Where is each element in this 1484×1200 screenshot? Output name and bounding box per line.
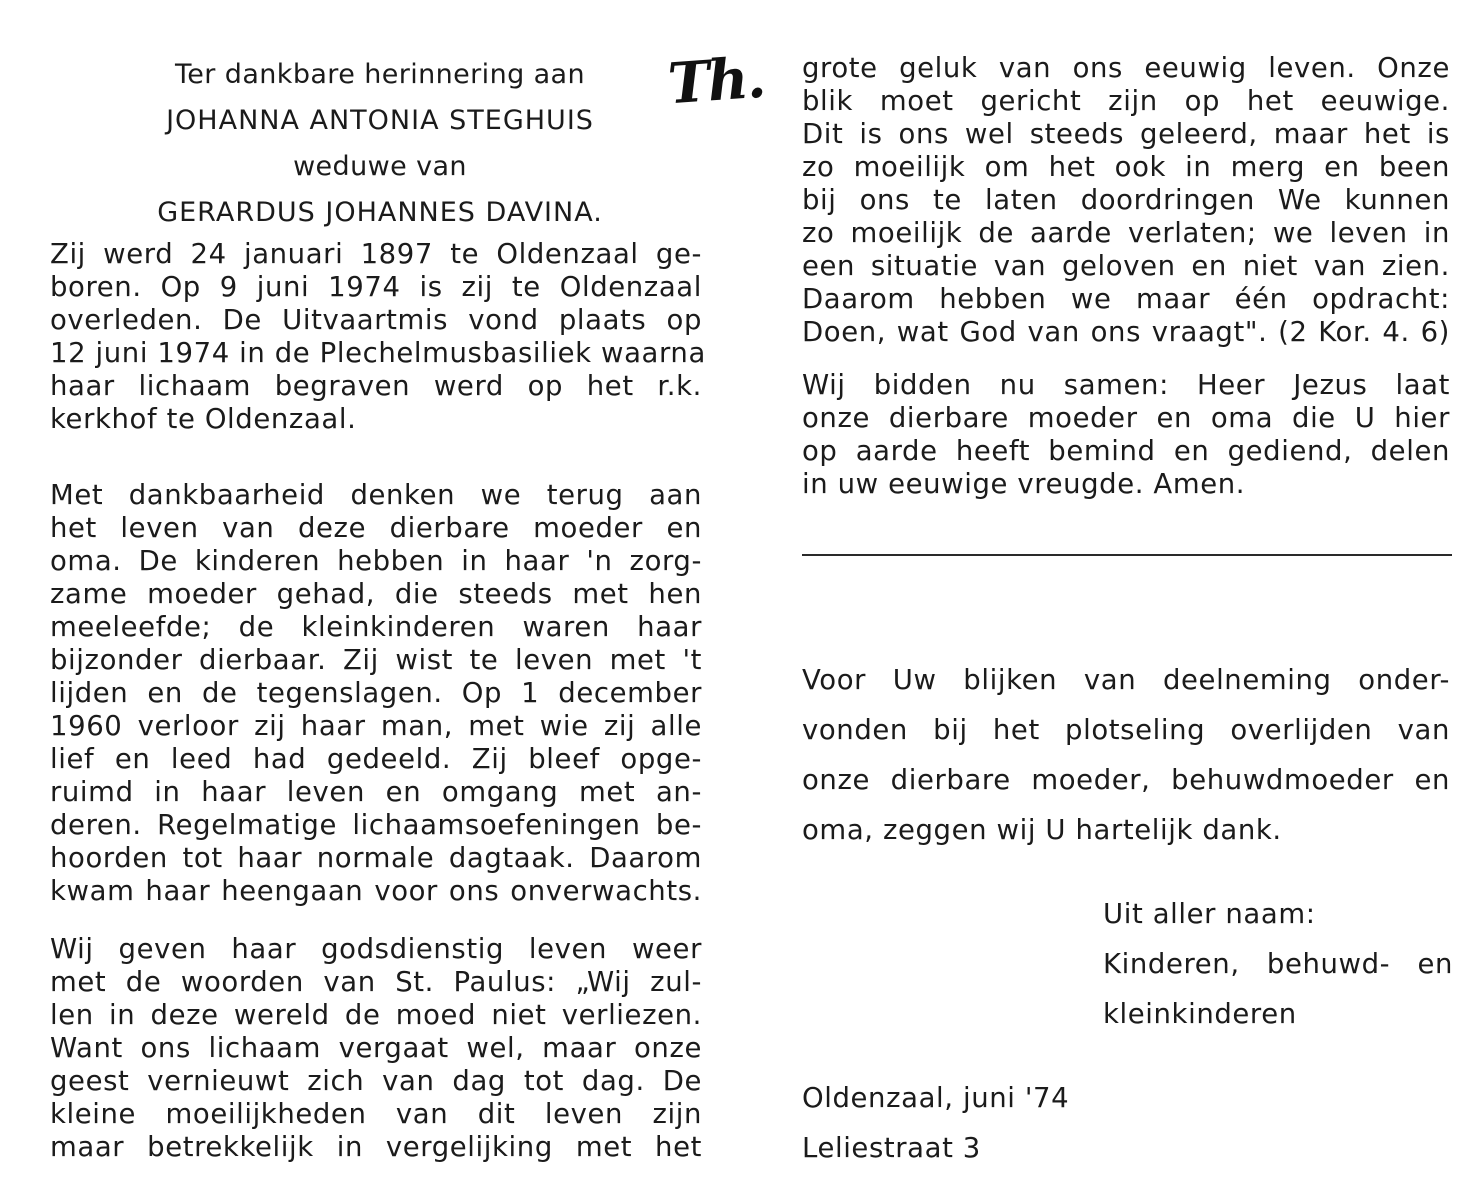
text-line: Dit is ons wel steeds geleerd, maar het is <box>802 118 1450 150</box>
text-line: in uw eeuwige vreugde. Amen. <box>802 468 1246 500</box>
memory-paragraph-2 <box>50 933 702 1164</box>
place-date-block <box>802 1073 1202 1173</box>
text-line: maar betrekkelijk in vergelijking met het <box>50 1131 702 1163</box>
text-line: lijden en de tegenslagen. Op 1 december <box>50 677 702 709</box>
signoff-block <box>1103 889 1453 1039</box>
text-line: bijzonder dierbaar. Zij wist te leven met 't <box>50 644 702 676</box>
text-line: hoorden tot haar normale dagtaak. Daarom <box>50 842 702 874</box>
text-line: ruimd in haar leven en omgang met an- <box>50 776 702 808</box>
heading-block <box>90 52 670 236</box>
signoff-line: Kinderen, behuwd- en <box>1103 948 1453 980</box>
thanks-paragraph <box>802 655 1450 855</box>
signoff-line: kleinkinderen <box>1103 998 1297 1030</box>
text-line: len in deze wereld de moed niet verliezen. <box>50 999 702 1031</box>
text-line: kleine moeilijkheden van dit leven zijn <box>50 1098 702 1130</box>
place-date: Oldenzaal, juni '74 <box>802 1082 1070 1114</box>
memory-paragraph-1 <box>50 479 702 908</box>
widow-of-label: weduwe van <box>293 151 467 182</box>
text-line: een situatie van geloven en niet van zien. <box>802 250 1450 282</box>
address: Leliestraat 3 <box>802 1132 981 1164</box>
text-line: Voor Uw blijken van deelneming onder- <box>802 664 1450 696</box>
text-line: kwam haar heengaan voor ons onverwachts. <box>50 875 702 907</box>
text-line: oma. De kinderen hebben in haar 'n zorg- <box>50 545 702 577</box>
text-line: overleden. De Uitvaartmis vond plaats op <box>50 304 702 336</box>
text-line: oma, zeggen wij U hartelijk dank. <box>802 814 1282 846</box>
heading-intro: Ter dankbare herinnering aan <box>174 59 586 90</box>
text-line: onze dierbare moeder en oma die U hier <box>802 402 1450 434</box>
text-line: lief en leed had gedeeld. Zij bleef opge- <box>50 743 702 775</box>
spouse-name: GERARDUS JOHANNES DAVINA. <box>157 197 603 228</box>
text-line: blik moet gericht zijn op het eeuwige. <box>802 85 1450 117</box>
text-line: zo moeilijk om het ook in merg en been <box>802 151 1450 183</box>
text-line: boren. Op 9 juni 1974 is zij te Oldenzaal <box>50 271 702 303</box>
text-line: deren. Regelmatige lichaamsoefeningen be- <box>50 809 702 841</box>
intro-paragraph <box>50 238 706 436</box>
text-line: Want ons lichaam vergaat wel, maar onze <box>50 1032 702 1064</box>
text-line: Daarom hebben we maar één opdracht: <box>802 283 1450 315</box>
text-line: Zij werd 24 januari 1897 te Oldenzaal ge- <box>50 238 702 270</box>
signoff-line: Uit aller naam: <box>1103 898 1316 930</box>
text-line: geest vernieuwt zich van dag tot dag. De <box>50 1065 702 1097</box>
text-line: kerkhof te Oldenzaal. <box>50 403 357 435</box>
text-line: grote geluk van ons eeuwig leven. Onze <box>802 52 1450 84</box>
text-line: haar lichaam begraven werd op het r.k. <box>50 370 702 402</box>
text-line: zame moeder gehad, die steeds met hen <box>50 578 702 610</box>
text-line: vonden bij het plotseling overlijden van <box>802 714 1450 746</box>
prayer-paragraph <box>802 369 1450 501</box>
text-line: 1960 verloor zij haar man, met wie zij alle <box>50 710 702 742</box>
text-line: Met dankbaarheid denken we terug aan <box>50 479 702 511</box>
text-line: Doen, wat God van ons vraagt". (2 Kor. 4. 6) <box>802 316 1450 348</box>
text-line: op aarde heeft bemind en gediend, delen <box>802 435 1450 467</box>
scripture-continuation <box>802 52 1450 349</box>
text-line: Wij bidden nu samen: Heer Jezus laat <box>802 369 1450 401</box>
text-line: met de woorden van St. Paulus: „Wij zul- <box>50 966 702 998</box>
text-line: onze dierbare moeder, behuwdmoeder en <box>802 764 1450 796</box>
handwritten-annotation: Th. <box>665 44 767 118</box>
text-line: 12 juni 1974 in de Plechelmusbasiliek waarna <box>50 337 706 369</box>
text-line: zo moeilijk de aarde verlaten; we leven in <box>802 217 1450 249</box>
text-line: het leven van deze dierbare moeder en <box>50 512 702 544</box>
text-line: Wij geven haar godsdienstig leven weer <box>50 933 702 965</box>
text-line: meeleefde; de kleinkinderen waren haar <box>50 611 702 643</box>
section-divider <box>802 554 1452 556</box>
deceased-name: JOHANNA ANTONIA STEGHUIS <box>166 105 594 136</box>
text-line: bij ons te laten doordringen We kunnen <box>802 184 1450 216</box>
